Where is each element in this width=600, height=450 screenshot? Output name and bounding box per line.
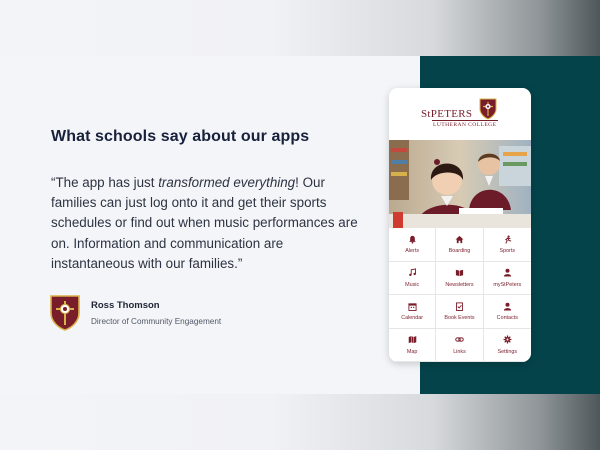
tile-music[interactable] (389, 262, 436, 296)
newsletter-icon (454, 268, 464, 278)
phone-mockup (389, 88, 531, 362)
tile-label: Alerts (405, 248, 420, 255)
music-icon (407, 268, 417, 278)
bottom-gradient-band (0, 394, 600, 450)
tile-links[interactable] (436, 329, 483, 363)
tile-label: Calendar (401, 315, 424, 322)
tile-label: Contacts (496, 315, 518, 322)
user-icon (502, 268, 512, 278)
school-logo-subtitle: LUTHERAN COLLEGE (433, 122, 497, 128)
app-header (389, 88, 531, 140)
logo-crest-icon (479, 98, 497, 120)
tile-label: myStPeters (493, 281, 522, 288)
bell-icon (407, 234, 417, 244)
app-menu-grid (389, 228, 531, 362)
book-events-icon (454, 301, 464, 311)
author-name: Ross Thomson (91, 300, 160, 311)
quote-text-start: “The app has just (51, 175, 159, 190)
gear-icon (502, 335, 512, 345)
tile-label: Sports (499, 248, 516, 255)
testimonial-quote (51, 173, 361, 274)
top-gradient-band (0, 0, 600, 56)
calendar-icon (407, 301, 417, 311)
students-photo (389, 140, 531, 228)
tile-label: Boarding (448, 248, 471, 255)
logo-divider (432, 120, 498, 121)
link-icon (454, 335, 464, 345)
tile-map[interactable] (389, 329, 436, 363)
tile-contacts[interactable] (484, 295, 531, 329)
tile-book-events[interactable] (436, 295, 483, 329)
school-crest-icon (50, 295, 80, 331)
school-logo-text: StPETERS (421, 108, 473, 120)
sports-icon (502, 234, 512, 244)
tile-sports[interactable] (484, 228, 531, 262)
tile-boarding[interactable] (436, 228, 483, 262)
tile-settings[interactable] (484, 329, 531, 363)
testimonial-heading: What schools say about our apps (51, 128, 310, 145)
tile-alerts[interactable] (389, 228, 436, 262)
contacts-icon (502, 301, 512, 311)
tile-label: Book Events (444, 315, 475, 322)
quote-text-end: ! Our families can just log onto it and get their sports schedules or find out when music performances are on. Information and communication are instantaneous with our families.” (51, 175, 358, 271)
tile-mystpeters[interactable] (484, 262, 531, 296)
tile-label: Links (453, 348, 466, 355)
tile-label: Music (405, 281, 420, 288)
author-role: Director of Community Engagement (91, 317, 222, 326)
tile-newsletters[interactable] (436, 262, 483, 296)
tile-label: Map (406, 348, 418, 355)
tile-calendar[interactable] (389, 295, 436, 329)
tile-label: Newsletters (445, 281, 474, 288)
quote-emphasis: transformed everything (158, 175, 296, 190)
tile-label: Settings (497, 348, 518, 355)
home-icon (454, 234, 464, 244)
map-icon (407, 335, 417, 345)
